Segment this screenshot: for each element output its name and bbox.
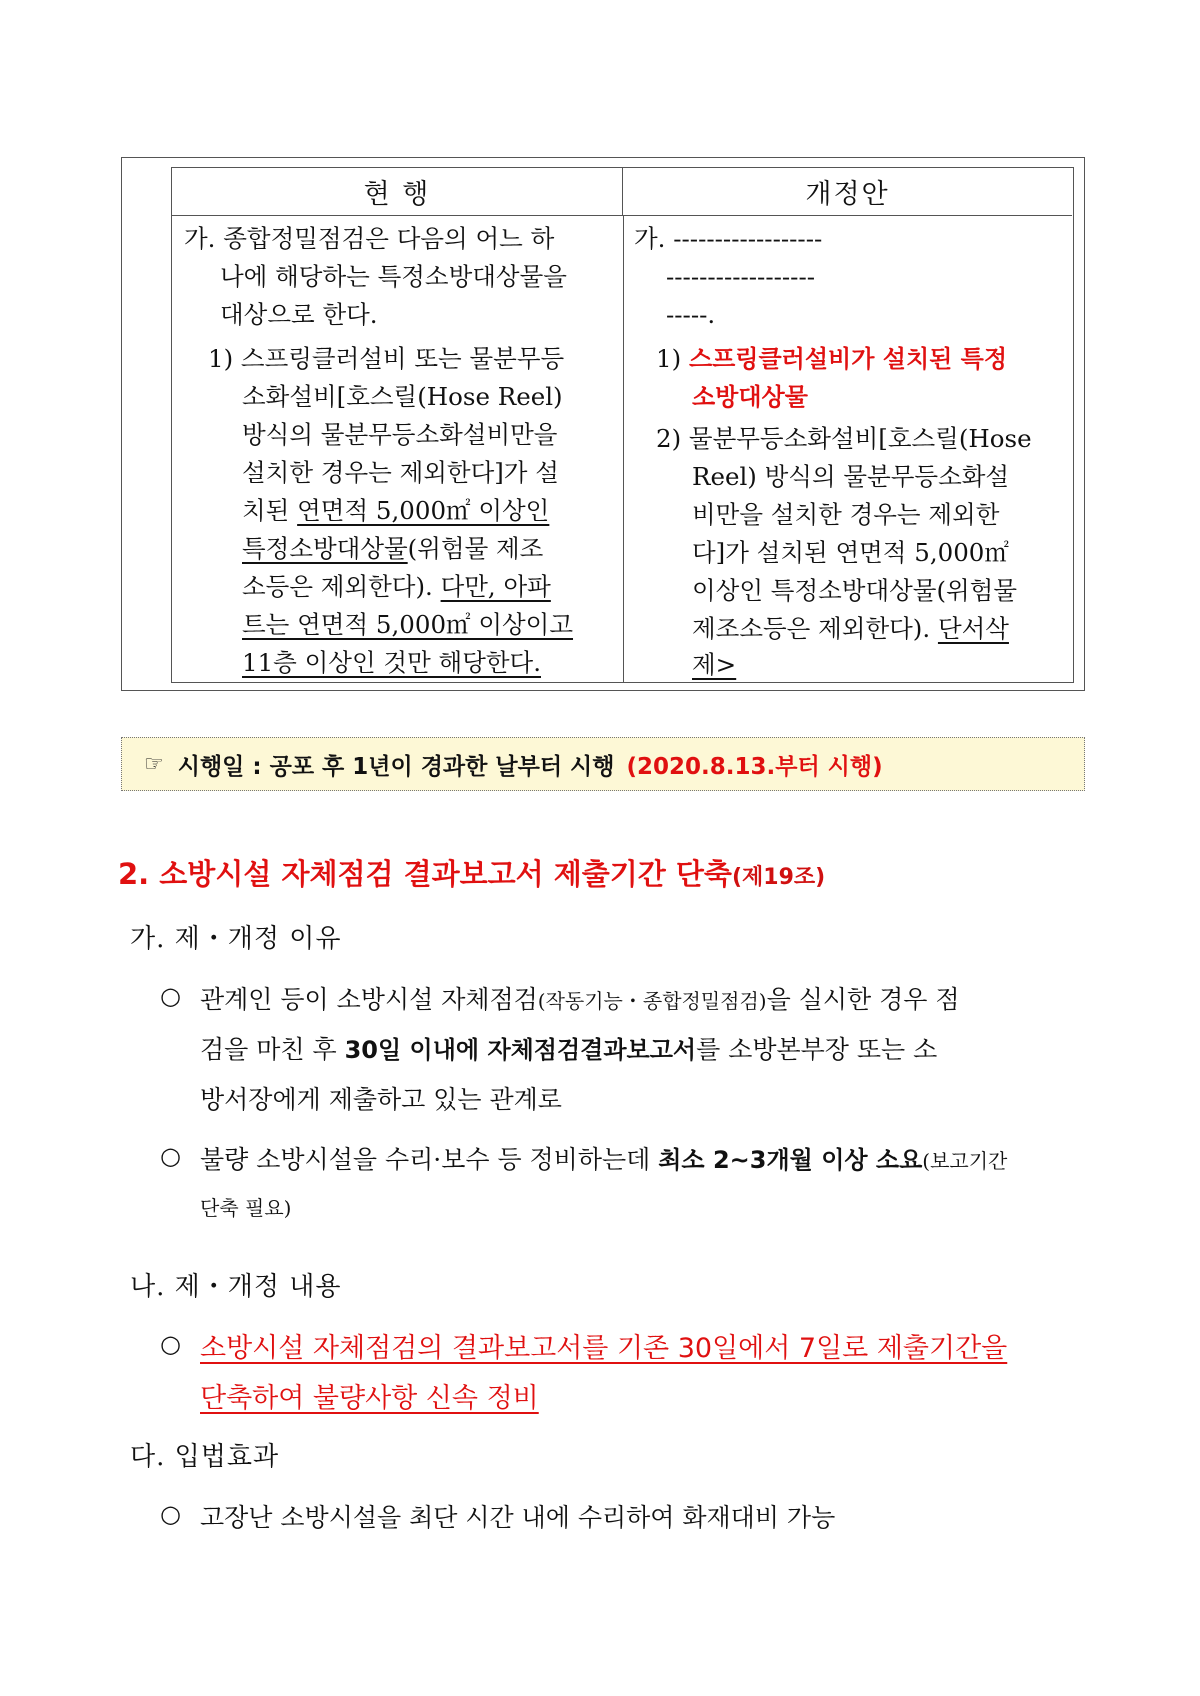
section-article-ref: (제19조) <box>731 865 826 890</box>
paragraph-line <box>200 1140 1007 1176</box>
current-line: 트는 연면적 5,000㎡ 이상이고 <box>242 610 574 639</box>
revision-line <box>692 610 1009 648</box>
revision-line: 비만을 설치한 경우는 제외한 <box>692 500 1000 529</box>
text-span: 불량 소방시설을 수리·보수 등 정비하는데 <box>200 1145 659 1174</box>
highlighted-text: 단축하여 불량사항 신속 정비 <box>200 1383 539 1414</box>
effective-date-notice <box>121 737 1085 791</box>
revision-line: 소방대상물 <box>692 383 808 411</box>
paragraph-line: 고장난 소방시설을 최단 시간 내에 수리하여 화재대비 가능 <box>200 1503 836 1532</box>
header-revision: 개정안 <box>623 168 1072 216</box>
current-line: 1) 스프링클러설비 또는 물분무등 <box>208 344 565 373</box>
underlined-text: 연면적 5,000㎡ 이상인 <box>297 496 550 525</box>
current-line: 방식의 물분무등소화설비만을 <box>242 420 558 449</box>
current-line: 나에 해당하는 특정소방대상물을 <box>220 262 567 291</box>
revision-text-span: 1) <box>656 344 689 373</box>
current-line <box>242 568 551 606</box>
notice-date: (2020.8.13.부터 시행) <box>626 753 883 780</box>
column-divider <box>623 216 624 682</box>
revision-line: 가. ------------------ <box>634 224 823 253</box>
paragraph-line <box>200 1376 539 1415</box>
notice-text: 시행일 : 공포 후 1년이 경과한 날부터 시행 <box>177 753 615 780</box>
text-span: 검을 마친 후 <box>200 1035 345 1064</box>
current-line: 대상으로 한다. <box>220 300 378 329</box>
section-title <box>118 852 825 893</box>
current-line: 가. 종합정밀점검은 다음의 어느 하 <box>184 224 555 253</box>
revision-line: 제> <box>692 650 737 679</box>
revision-line: 이상인 특정소방대상물(위험물 <box>692 576 1018 605</box>
current-line <box>242 492 549 530</box>
subheading-reason: 가. 제・개정 이유 <box>130 924 342 954</box>
text-span: 를 소방본부장 또는 소 <box>696 1035 938 1064</box>
revision-line <box>656 340 1007 378</box>
bold-text: 30일 이내에 자체점검결과보고서 <box>344 1036 697 1064</box>
current-text-span: (위험물 제조 <box>407 534 544 563</box>
revision-line: 2) 물분무등소화설비[호스릴(Hose <box>656 424 1032 453</box>
subheading-content: 나. 제・개정 내용 <box>130 1272 342 1302</box>
paragraph-line <box>200 1030 937 1066</box>
revision-line: -----. <box>666 300 716 329</box>
paragraph-line <box>200 1326 1007 1365</box>
revision-line: Reel) 방식의 물분무등소화설 <box>692 462 1010 491</box>
underlined-text: 다만, 아파 <box>440 572 551 601</box>
revision-line: ------------------ <box>666 262 816 291</box>
section-title-text: 2. 소방시설 자체점검 결과보고서 제출기간 단축 <box>118 857 732 891</box>
underlined-text: 단서삭 <box>937 614 1009 643</box>
paragraph-line <box>200 980 960 1016</box>
bullet-icon: ○ <box>160 1330 181 1358</box>
paragraph-line: 단축 필요) <box>200 1196 292 1220</box>
current-line: 설치한 경우는 제외한다]가 설 <box>242 458 559 487</box>
current-text-span: 소등은 제외한다). <box>242 572 441 601</box>
bullet-icon: ○ <box>160 1142 181 1170</box>
current-line: 소화설비[호스릴(Hose Reel) <box>242 382 563 411</box>
current-text-span: 치된 <box>242 496 298 525</box>
text-span: 관계인 등이 소방시설 자체점검 <box>200 985 538 1014</box>
subheading-effect: 다. 입법효과 <box>130 1442 280 1472</box>
bold-text: 최소 2~3개월 이상 소요 <box>658 1146 923 1174</box>
highlighted-text: 소방시설 자체점검의 결과보고서를 기존 30일에서 7일로 제출기간을 <box>200 1333 1008 1364</box>
revision-text-span: 제조소등은 제외한다). <box>692 614 938 643</box>
bullet-icon: ○ <box>160 1500 181 1528</box>
paragraph-line: 방서장에게 제출하고 있는 관계로 <box>200 1085 562 1114</box>
revised-highlight: 스프링클러설비가 설치된 특정 <box>688 345 1008 373</box>
current-line <box>242 530 543 568</box>
text-span: 을 실시한 경우 점 <box>766 985 960 1014</box>
comparison-table <box>171 167 1074 683</box>
underlined-text: 특정소방대상물 <box>242 534 408 563</box>
header-current: 현 행 <box>172 168 623 216</box>
revision-line: 다]가 설치된 연면적 5,000㎡ <box>692 538 1009 567</box>
text-span: (보고기간 <box>922 1149 1008 1173</box>
pointing-hand-icon: ☞ <box>144 751 164 777</box>
bullet-icon: ○ <box>160 982 181 1010</box>
text-span: (작동기능・종합정밀점검) <box>537 989 767 1013</box>
current-line: 11층 이상인 것만 해당한다. <box>242 648 541 677</box>
